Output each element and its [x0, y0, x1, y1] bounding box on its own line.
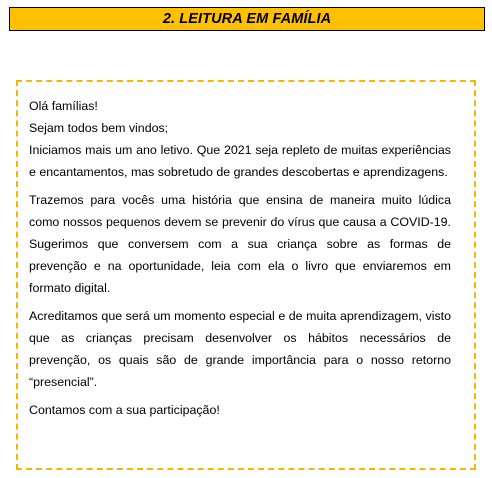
section-title-bar: [9, 7, 485, 31]
section-title: 2. LEITURA EM FAMÍLIA: [162, 11, 332, 27]
letter-paragraph-2: Trazemos para vocês uma história que ensina de maneira muito lúdica como nossos pequenos devem se prevenir do vírus que causa a COVID-19. Sugerimos que conversem com a sua criança sobre as formas de prevenção e na oportunidade, leia com ela o livro que enviaremos em formato digital.: [29, 193, 451, 295]
letter-paragraph-1: Iniciamos mais um ano letivo. Que 2021 seja repleto de muitas experiências e encantamentos, mas sobretudo de grandes descobertas e aprendizagens.: [29, 143, 451, 179]
letter-paragraph-3: Acreditamos que será um momento especial e de muita aprendizagem, visto que as crianças precisam desenvolver os hábitos necessários de prevenção, os quais são de grande importância para o nosso retorno “presencial”.: [29, 309, 451, 389]
letter-welcome: Sejam todos bem vindos;: [29, 121, 169, 135]
letter-body: [29, 95, 451, 421]
letter-closing: Contamos com a sua participação!: [29, 403, 220, 417]
letter-greeting: Olá famílias!: [29, 99, 98, 113]
